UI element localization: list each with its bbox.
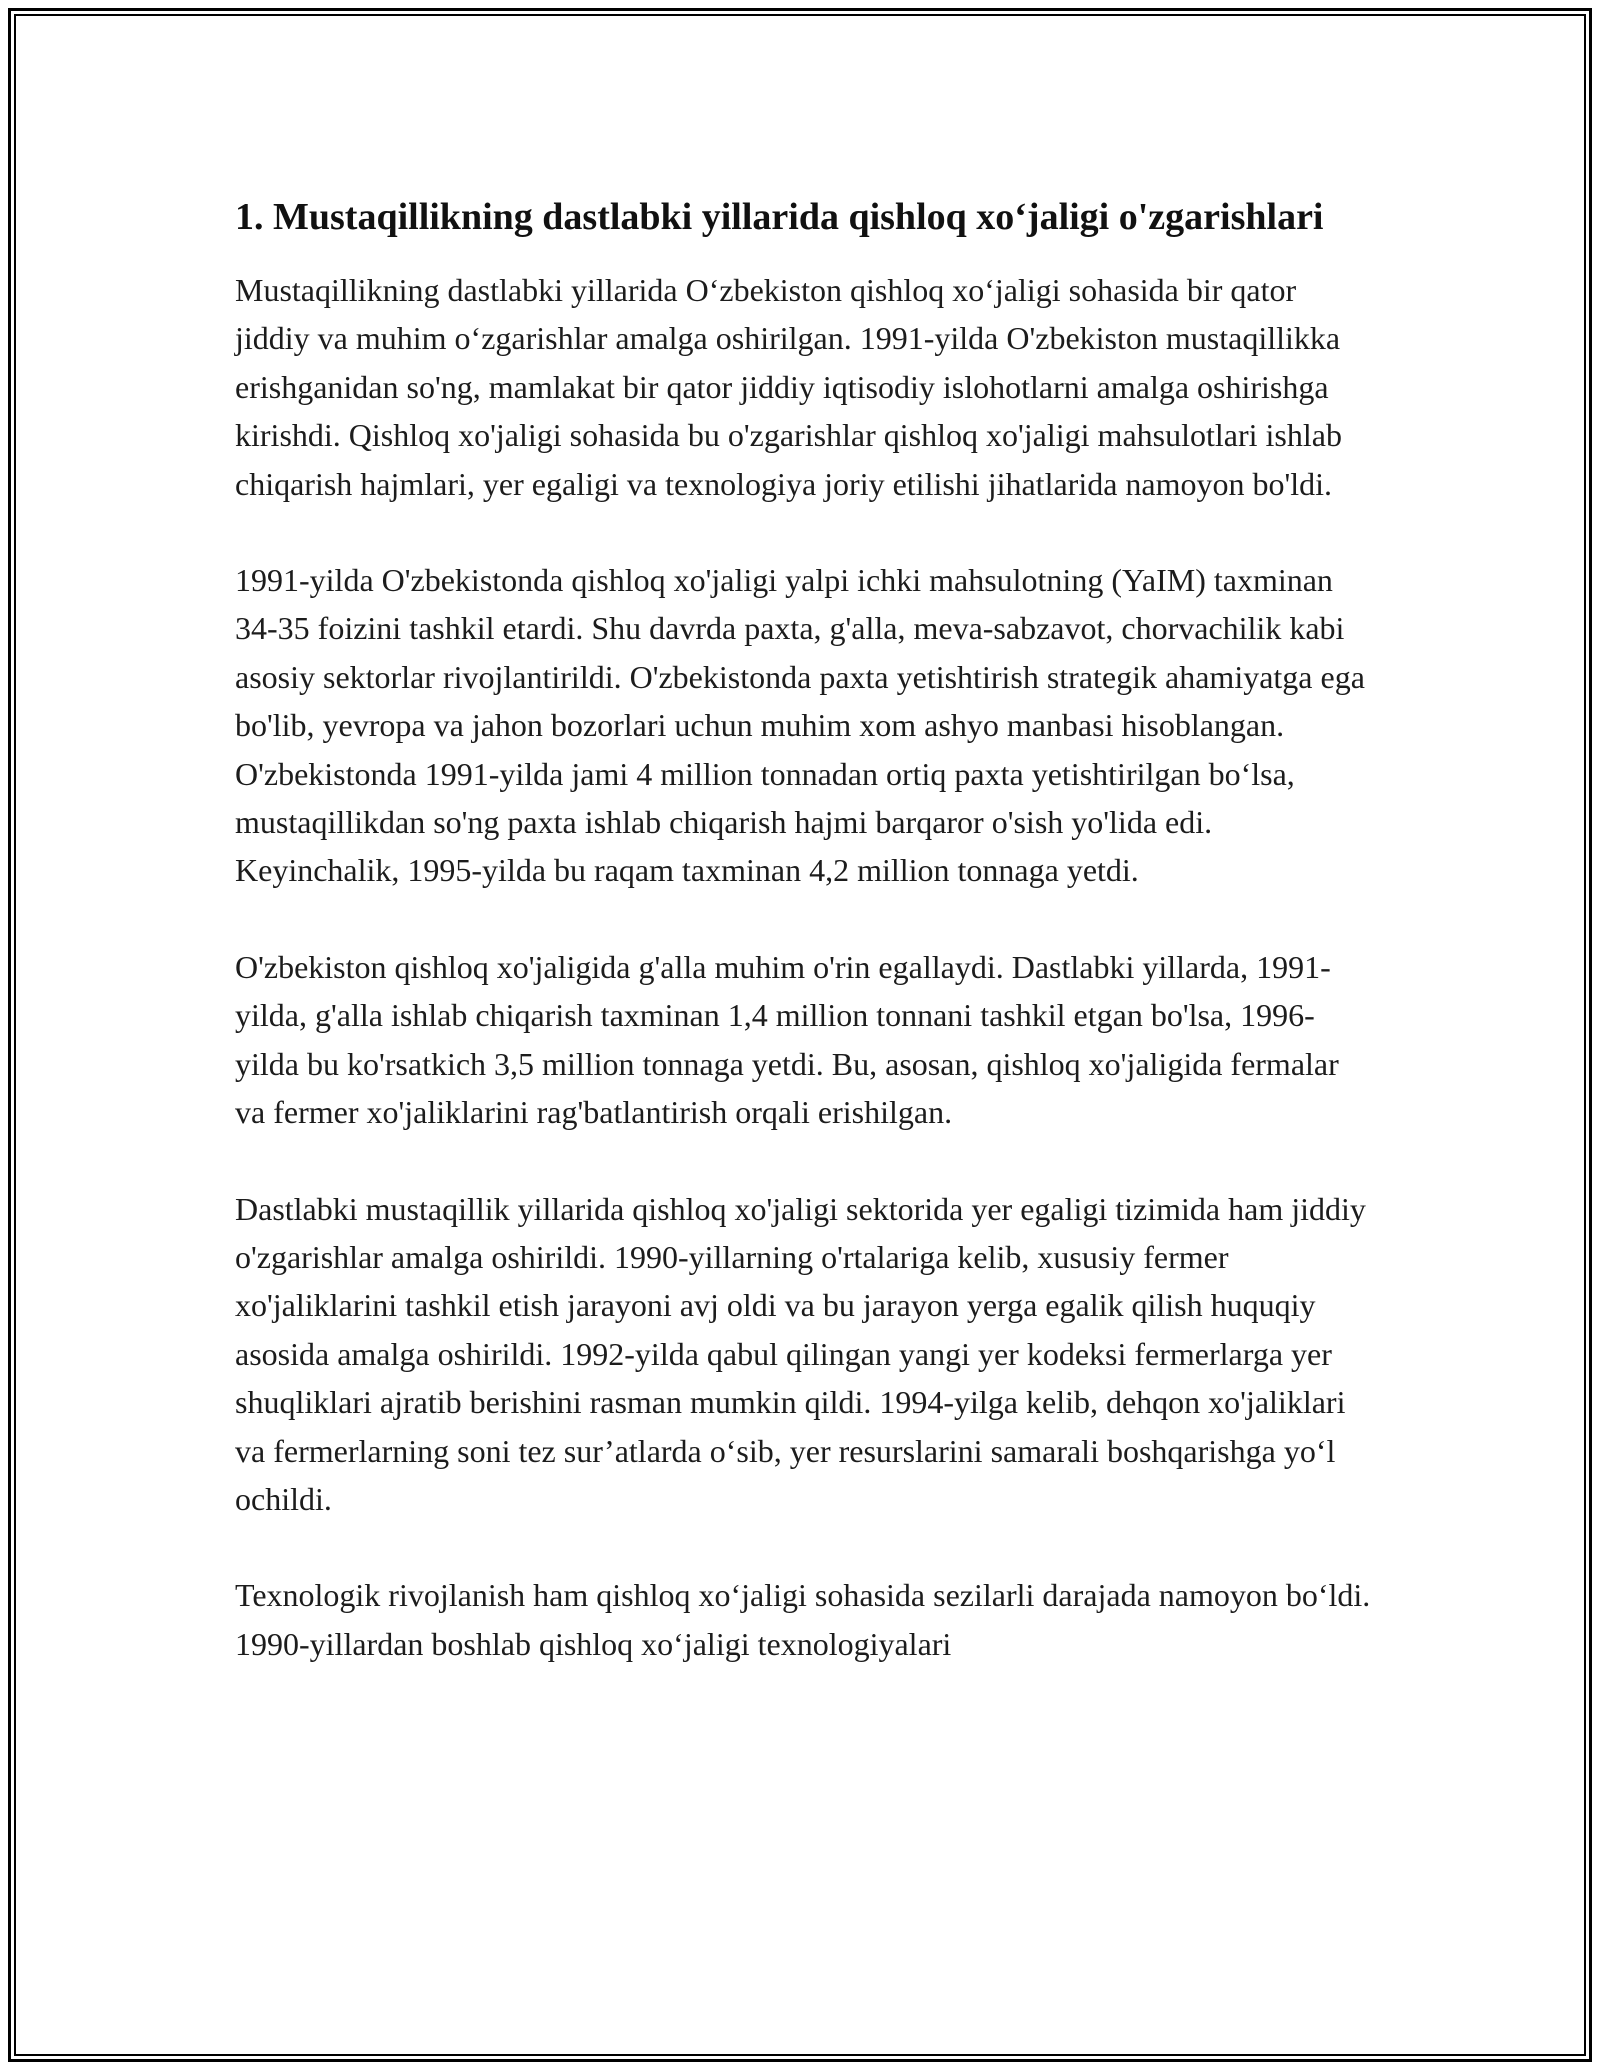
paragraph-technology: Texnologik rivojlanish ham qishloq xo‘jaligi sohasida sezilarli darajada namoyon bo‘ldi. 1990-yillardan boshlab qishloq xo‘jaligi texnologiyalari	[235, 1577, 1371, 1662]
paragraph-gdp-cotton: 1991-yilda O'zbekistonda qishloq xo'jaligi yalpi ichki mahsulotning (YaIM) taxminan 34-35 foizini tashkil etardi. Shu davrda paxta, g'alla, meva-sabzavot, chorvachilik kabi asosiy sektorlar rivojlantirildi. O'zbekistonda paxta yetishtirish strategik ahamiyatga ega bo'lib, yevropa va jahon bozorlari uchun muhim xom ashyo manbasi hisoblangan. O'zbekistonda 1991-yilda jami 4 million tonnadan ortiq paxta yetishtirilgan bo‘lsa, mustaqillikdan so'ng paxta ishlab chiqarish hajmi barqaror o'sish yo'lida edi. Keyinchalik, 1995-yilda bu raqam taxminan 4,2 million tonnaga yetdi.	[235, 562, 1365, 889]
paragraph-intro: Mustaqillikning dastlabki yillarida O‘zbekiston qishloq xo‘jaligi sohasida bir qator jiddiy va muhim o‘zgarishlar amalga oshirilgan. 1991-yilda O'zbekiston mustaqillikka erishganidan so'ng, mamlakat bir qator jiddiy iqtisodiy islohotlarni amalga oshirishga kirishdi. Qishloq xo'jaligi sohasida bu o'zgarishlar qishloq xo'jaligi mahsulotlari ishlab chiqarish hajmlari, yer egaligi va texnologiya joriy etilishi jihatlarida namoyon bo'ldi.	[235, 272, 1342, 502]
paragraph-grain: O'zbekiston qishloq xo'jaligida g'alla muhim o'rin egallaydi. Dastlabki yillarda, 1991-yilda, g'alla ishlab chiqarish taxminan 1,4 million tonnani tashkil etgan bo'lsa, 1996-yilda bu ko'rsatkich 3,5 million tonnaga yetdi. Bu, asosan, qishloq xo'jaligida fermalar va fermer xo'jaliklarini rag'batlantirish orqali erishilgan.	[235, 948, 1339, 1131]
document-body	[235, 190, 1375, 1716]
paragraph-land-ownership: Dastlabki mustaqillik yillarida qishloq xo'jaligi sektorida yer egaligi tizimida ham jiddiy o'zgarishlar amalga oshirildi. 1990-yillarning o'rtalariga kelib, xususiy fermer xo'jaliklarini tashkil etish jarayoni avj oldi va bu jarayon yerga egalik qilish huquqiy asosida amalga oshirildi. 1992-yilda qabul qilingan yangi yer kodeksi fermerlarga yer shuqliklari ajratib berishini rasman mumkin qildi. 1994-yilga kelib, dehqon xo'jaliklari va fermerlarning soni tez sur’atlarda o‘sib, yer resurslarini samarali boshqarishga yo‘l ochildi.	[235, 1190, 1366, 1517]
section-heading: 1. Mustaqillikning dastlabki yillarida qishloq xo‘jaligi o'zgarishlari	[235, 196, 1324, 238]
